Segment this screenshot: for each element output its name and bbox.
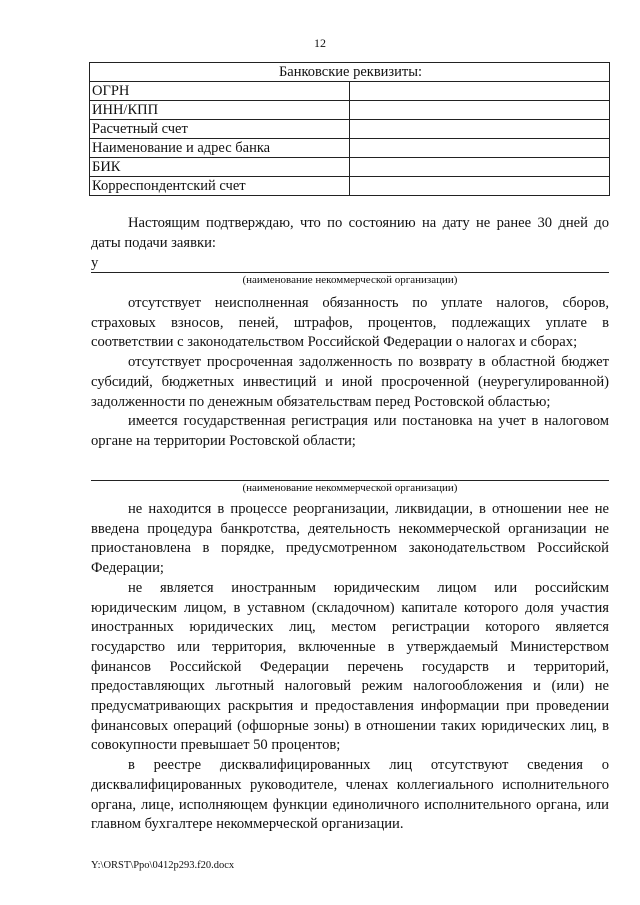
- list-item: не находится в процессе реорганизации, ликвидации, в отношении нее не введена процедура банкротства, деятельность некоммерческой организации не приостановлена в порядке, предусмотренном законодательством Российской Федерации;: [91, 501, 609, 577]
- intro-block: [91, 214, 609, 253]
- table-row: [90, 177, 610, 196]
- table-row: [90, 82, 610, 101]
- intro-paragraph: Настоящим подтверждаю, что по состоянию на дату не ранее 30 дней до даты подачи заявки:: [91, 215, 609, 251]
- list-item: имеется государственная регистрация или постановка на учет в налоговом органе на территории Ростовской области;: [91, 413, 609, 449]
- page-number: 12: [314, 36, 326, 50]
- file-path-footer: Y:\ORST\Ppo\0412p293.f20.docx: [91, 860, 235, 871]
- list-item: отсутствует просроченная задолженность по возврату в областной бюджет субсидий, бюджетных инвестиций и иной просроченной (неурегулированной) задолженности по денежным обязательствам перед Ростовской областью;: [91, 354, 609, 410]
- row-value-bank-name: [350, 139, 610, 158]
- section-1: [91, 294, 609, 452]
- org-name-caption-1: (наименование некоммерческой организации): [242, 274, 458, 286]
- bank-details-table: [89, 62, 610, 196]
- org-name-line-2: [91, 464, 609, 481]
- org-prefix: у: [91, 255, 99, 271]
- row-value-bik: [350, 158, 610, 177]
- row-value-ogrn: [350, 82, 610, 101]
- table-row: [90, 139, 610, 158]
- row-label-ogrn: ОГРН: [90, 82, 350, 101]
- row-label-bik: БИК: [90, 158, 350, 177]
- row-label-inn-kpp: ИНН/КПП: [90, 101, 350, 120]
- row-label-corr-account: Корреспондентский счет: [90, 177, 350, 196]
- table-row: [90, 158, 610, 177]
- row-value-account: [350, 120, 610, 139]
- row-value-corr-account: [350, 177, 610, 196]
- org-name-caption-2: (наименование некоммерческой организации): [242, 482, 458, 494]
- list-item: отсутствует неисполненная обязанность по уплате налогов, сборов, страховых взносов, пеней, штрафов, процентов, подлежащих уплате в соответствии с законодательством Российской Федерации о налогах и сборах;: [91, 295, 609, 351]
- list-item: не является иностранным юридическим лицом или российским юридическим лицом, в уставном (складочном) капитале которого доля участия иностранных юридических лиц, местом регистрации которого является государство или территория, включенные в утверждаемый Министерством финансов Российской Федерации перечень государств и территорий, предоставляющих льготный налоговый режим налогообложения и (или) не предусматривающих раскрытия и предоставления информации при проведении финансовых операций (офшорные зоны) в отношении таких юридических лиц, в совокупности превышает 50 процентов;: [91, 579, 609, 754]
- row-value-inn-kpp: [350, 101, 610, 120]
- table-row: [90, 120, 610, 139]
- org-name-line-1: [91, 255, 609, 273]
- row-label-bank-name: Наименование и адрес банка: [90, 139, 350, 158]
- list-item: в реестре дисквалифицированных лиц отсутствуют сведения о дисквалифицированных руководителе, членах коллегиального исполнительного органа, лице, исполняющем функции единоличного исполнительного органа, или главном бухгалтере некоммерческой организации.: [91, 757, 609, 833]
- table-row: [90, 101, 610, 120]
- table-title: Банковские реквизиты:: [90, 63, 610, 82]
- row-label-account: Расчетный счет: [90, 120, 350, 139]
- table-header-row: [90, 63, 610, 82]
- section-2: [91, 500, 609, 835]
